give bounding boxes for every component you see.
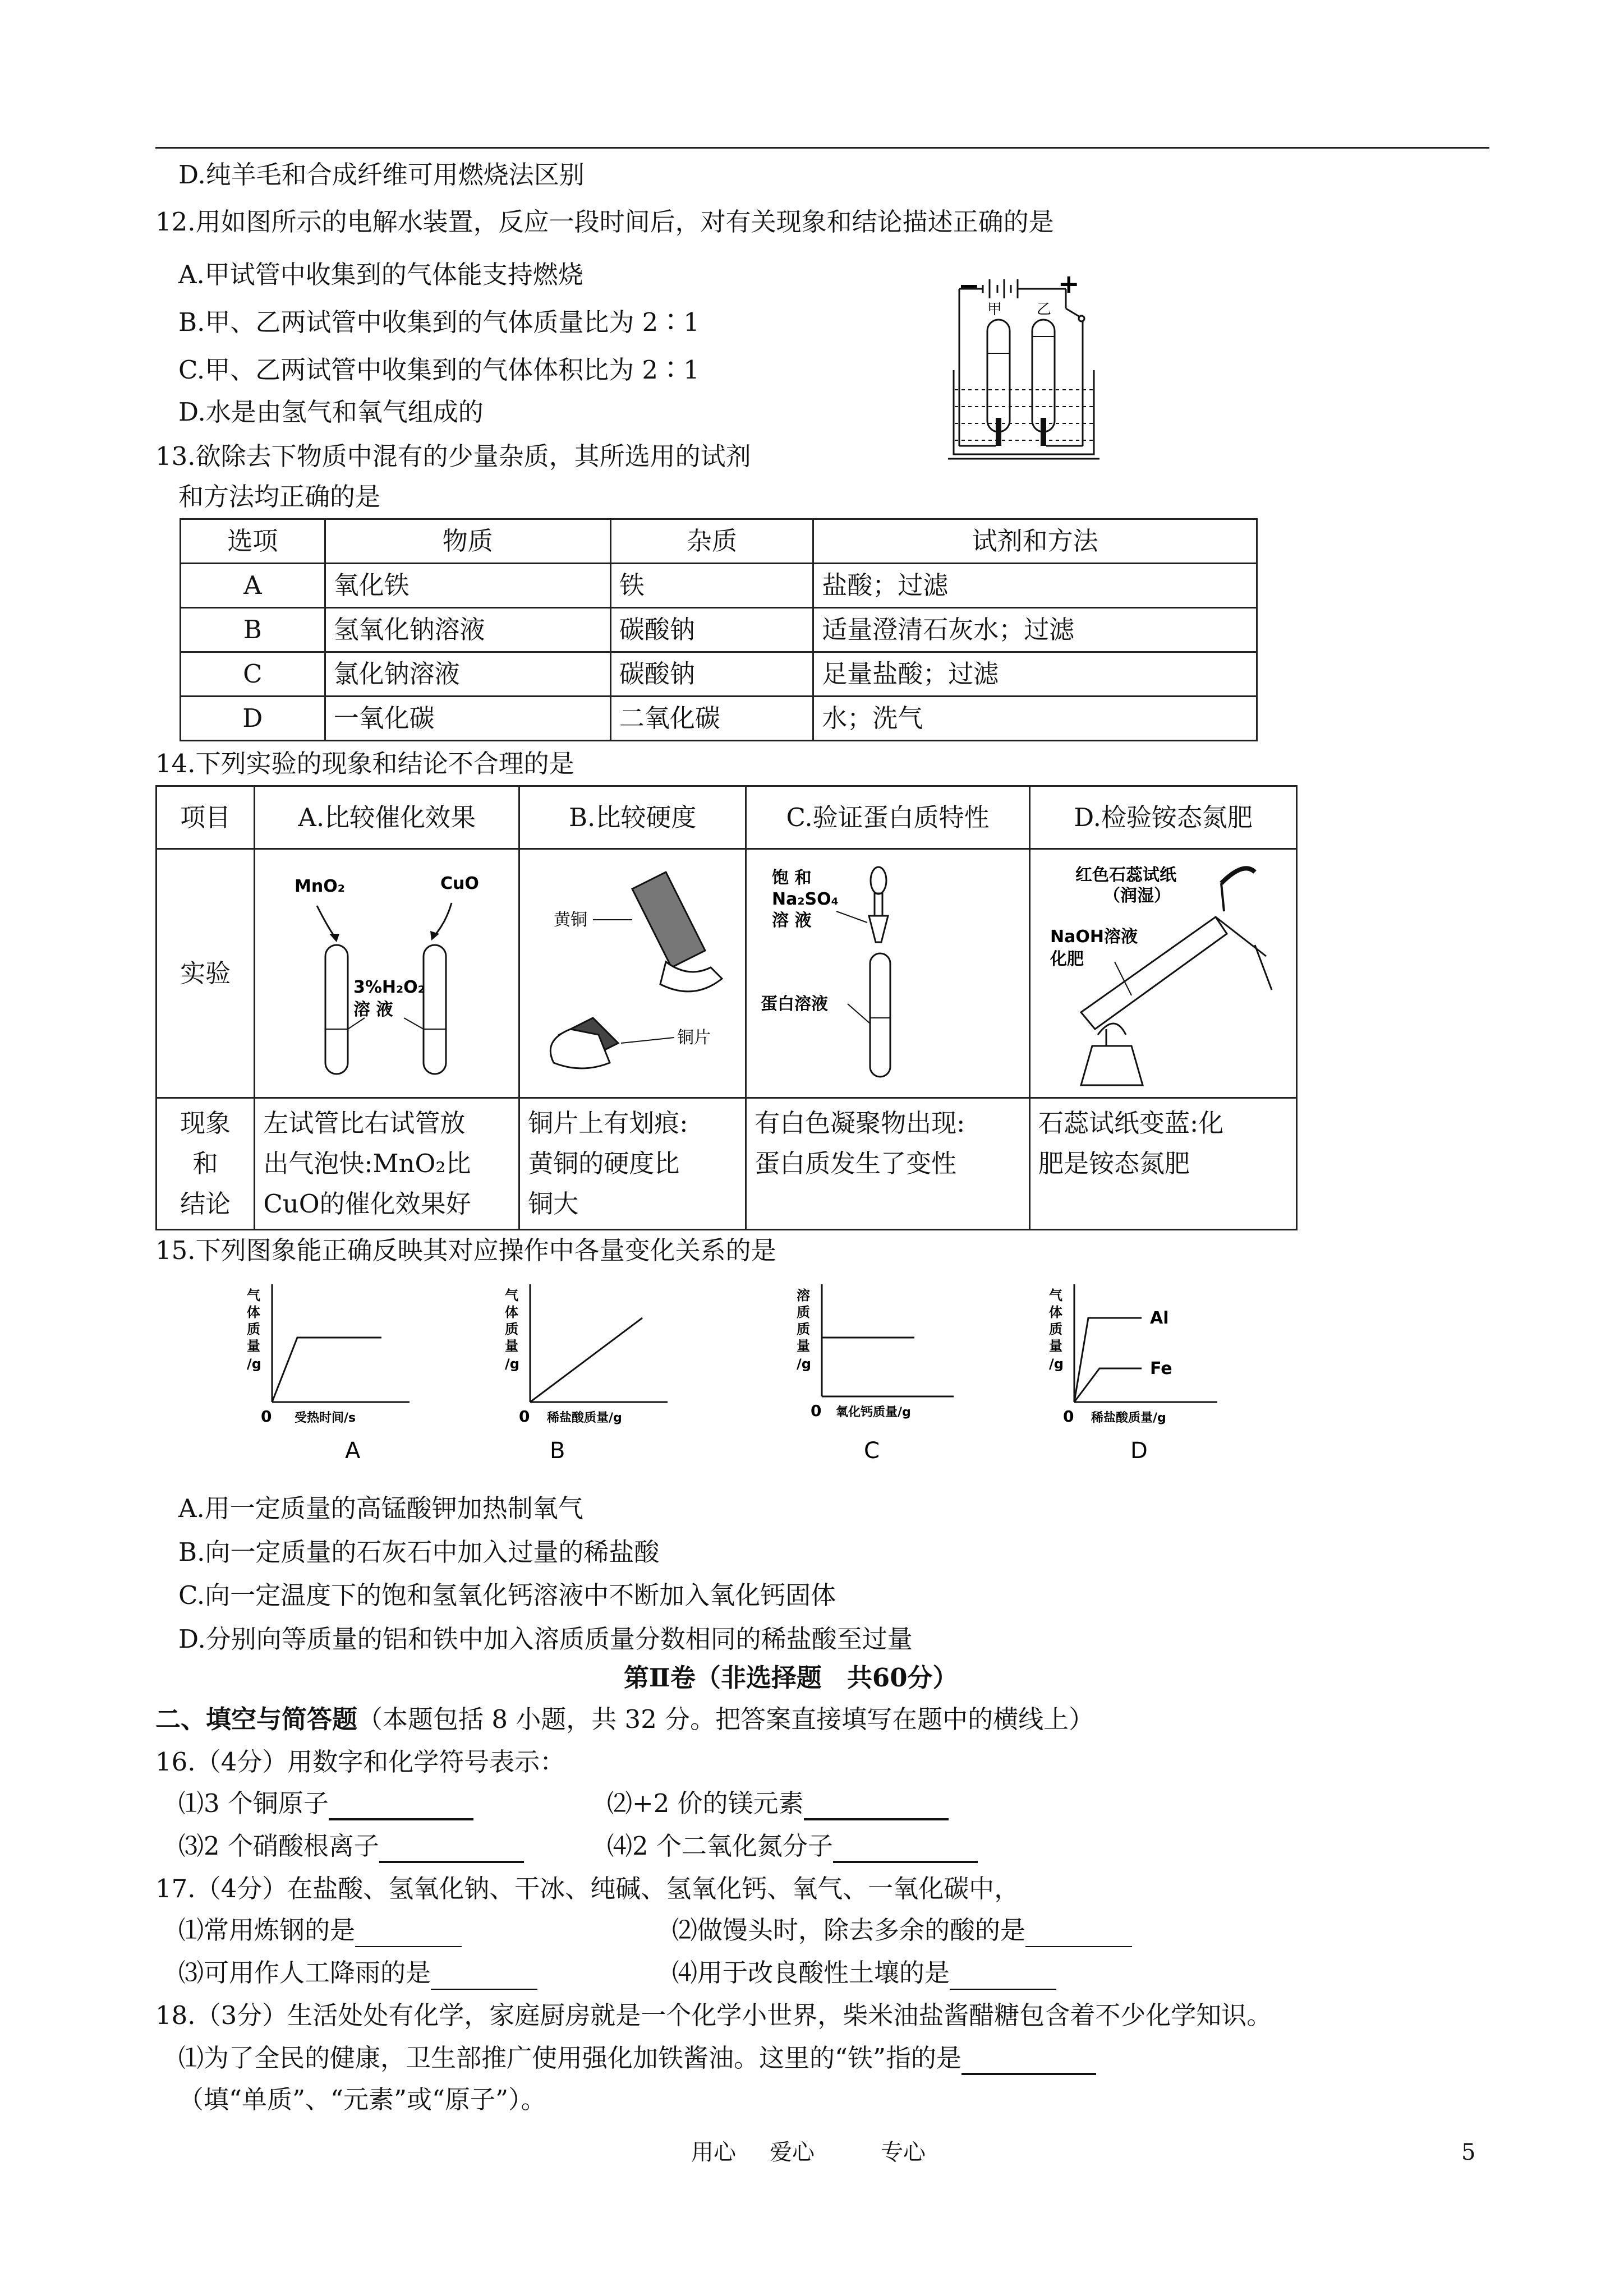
graph-origin: 0 (519, 1407, 530, 1426)
footer-word-2: 爱心 (770, 2140, 815, 2165)
q16-item-1 (178, 1787, 473, 1820)
item-text: ⑵做馒头时，除去多余的酸的是 (672, 1915, 1026, 1945)
graph-ylabel: /g (797, 1356, 811, 1372)
conclusion-line: 有白色凝聚物出现: (755, 1108, 965, 1138)
fig-d-naoh-label: NaOH溶液 (1050, 927, 1138, 947)
battery-plus-label: + (1058, 269, 1080, 299)
table-row (181, 652, 1257, 697)
graph-ylabel: 质 (1049, 1321, 1062, 1337)
q16-stem: 16.（4分）用数字和化学符号表示： (155, 1747, 565, 1777)
table-cell: 盐酸；过滤 (813, 564, 1257, 608)
table-cell: 氢氧化钠溶液 (325, 608, 610, 652)
hardness-scratch-figure (520, 850, 743, 1089)
graph-ylabel: 质 (247, 1321, 260, 1337)
graph-ylabel: 体 (247, 1304, 260, 1320)
q14-fig-b-cell (519, 849, 746, 1098)
answer-blank[interactable] (431, 1963, 537, 1990)
q13-table (180, 518, 1258, 741)
tube-yi-label: 乙 (1037, 301, 1052, 318)
item-text: ⑴为了全民的健康，卫生部推广使用强化加铁酱油。这里的“铁”指的是 (178, 2043, 962, 2073)
q15-graph-c (780, 1284, 970, 1469)
item-text: ⑴常用炼钢的是 (178, 1915, 356, 1945)
label-line: 现象 (180, 1108, 231, 1138)
graph-ylabel: 质 (797, 1304, 810, 1320)
graph-ylabel: 体 (1049, 1304, 1062, 1320)
q13-header-substance: 物质 (325, 519, 610, 564)
table-cell: 碳酸钠 (610, 652, 813, 697)
graph-letter: D (1130, 1438, 1148, 1464)
item-text: ⑷2 个二氧化氮分子 (607, 1831, 833, 1861)
q12-option-d: D.水是由氢气和氧气组成的 (178, 397, 484, 427)
graph-letter: A (345, 1438, 361, 1464)
q18-item-1 (178, 2041, 1096, 2075)
fig-c-saturated-label: 饱 和 (772, 868, 812, 888)
graph-ylabel: 量 (247, 1338, 260, 1354)
table-row (181, 697, 1257, 741)
table-cell: B (181, 608, 325, 652)
conclusion-line: 蛋白质发生了变性 (755, 1149, 957, 1178)
q14-stem: 14.下列实验的现象和结论不合理的是 (155, 749, 574, 778)
q13-header-impurity: 杂质 (610, 519, 813, 564)
graph-ylabel: 质 (505, 1321, 518, 1337)
graph-xlabel: 稀盐酸质量/g (1091, 1411, 1166, 1425)
conclusion-line: 左试管比右试管放 (263, 1108, 466, 1138)
ammonium-test-figure (1030, 850, 1294, 1089)
table-cell: 氧化铁 (325, 564, 610, 608)
fig-b-copper-label: 铜片 (677, 1028, 711, 1048)
q15-graph-b (494, 1284, 684, 1469)
table-row (181, 564, 1257, 608)
q17-item-4 (672, 1956, 1056, 1990)
label-line: 和 (192, 1149, 218, 1178)
q16-item-2 (607, 1787, 949, 1820)
q14-conclusion-c (746, 1098, 1030, 1230)
graph-letter: B (550, 1438, 565, 1464)
part2-title: 第Ⅱ卷（非选择题 共60分） (624, 1663, 958, 1693)
graph-ylabel: /g (247, 1356, 261, 1372)
footer-word-1: 用心 (691, 2140, 736, 2165)
item-text: ⑶2 个硝酸根离子 (178, 1831, 379, 1861)
q14-header-item: 项目 (157, 786, 255, 849)
q14-conclusion-b (519, 1098, 746, 1230)
graph-xlabel: 受热时间/s (295, 1411, 356, 1425)
graph-ylabel: 质 (797, 1321, 810, 1337)
fig-a-mno2-label: MnO₂ (295, 877, 346, 896)
fig-a-h2o2-label: 3%H₂O₂ (353, 978, 426, 997)
answer-blank[interactable] (1025, 1920, 1132, 1947)
fig-c-na2so4-label: Na₂SO₄ (772, 889, 839, 909)
conclusion-line: CuO的催化效果好 (263, 1189, 471, 1219)
q14-conclusion-d (1030, 1098, 1297, 1230)
q13-header-method: 试剂和方法 (813, 519, 1257, 564)
q17-item-3 (178, 1956, 537, 1990)
q12-option-c: C.甲、乙两试管中收集到的气体体积比为 2∶1 (178, 355, 700, 385)
table-cell: 氯化钠溶液 (325, 652, 610, 697)
answer-blank[interactable] (379, 1833, 524, 1863)
fig-a-solution-label: 溶 液 (353, 1000, 393, 1020)
table-cell: C (181, 652, 325, 697)
protein-test-figure (747, 850, 1027, 1089)
table-cell: D (181, 697, 325, 741)
graph-series-al: Al (1150, 1308, 1169, 1328)
q14-header-a: A.比较催化效果 (255, 786, 519, 849)
graph-ylabel: 气 (247, 1288, 260, 1303)
tube-jia-label: 甲 (987, 301, 1002, 318)
conclusion-line: 石蕊试纸变蓝:化 (1038, 1108, 1224, 1138)
table-cell: 铁 (610, 564, 813, 608)
graph-ylabel: 气 (505, 1288, 518, 1303)
table-cell: 二氧化碳 (610, 697, 813, 741)
fig-c-solution-label: 溶 液 (772, 911, 812, 930)
q15-stem: 15.下列图象能正确反映其对应操作中各量变化关系的是 (155, 1235, 776, 1265)
table-cell: 足量盐酸；过滤 (813, 652, 1257, 697)
q15-option-b: B.向一定质量的石灰石中加入过量的稀盐酸 (178, 1537, 660, 1567)
graph-series-fe: Fe (1150, 1359, 1172, 1378)
table-cell: 一氧化碳 (325, 697, 610, 741)
table-cell: 水；洗气 (813, 697, 1257, 741)
conclusion-line: 铜片上有划痕: (528, 1108, 688, 1138)
graph-letter: C (864, 1438, 880, 1464)
conclusion-line: 黄铜的硬度比 (528, 1149, 680, 1178)
answer-blank[interactable] (833, 1833, 978, 1863)
q14-row-conclusion-label (157, 1098, 255, 1230)
item-text: ⑴3 个铜原子 (178, 1788, 329, 1818)
graph-ylabel: 溶 (797, 1288, 810, 1303)
conclusion-line: 肥是铵态氮肥 (1038, 1149, 1190, 1178)
graph-ylabel: 气 (1049, 1288, 1062, 1303)
q13-header-option: 选项 (181, 519, 325, 564)
header-rule (155, 147, 1489, 149)
section2-heading (155, 1703, 1094, 1736)
answer-blank[interactable] (329, 1790, 473, 1820)
item-text: ⑶可用作人工降雨的是 (178, 1958, 431, 1988)
graph-origin: 0 (1063, 1407, 1074, 1426)
q14-conclusion-a (255, 1098, 519, 1230)
fig-d-fertilizer-label: 化肥 (1050, 949, 1084, 969)
q12-option-b: B.甲、乙两试管中收集到的气体质量比为 2∶1 (178, 307, 700, 337)
q15-option-a: A.用一定质量的高锰酸钾加热制氧气 (178, 1493, 583, 1523)
conclusion-line: 出气泡快:MnO₂比 (263, 1149, 471, 1178)
q12-stem: 12.用如图所示的电解水装置，反应一段时间后，对有关现象和结论描述正确的是 (155, 207, 1054, 237)
q17-item-1 (178, 1914, 462, 1947)
table-row (181, 608, 1257, 652)
graph-origin: 0 (261, 1407, 272, 1426)
answer-blank[interactable] (950, 1963, 1056, 1990)
q15-option-c: C.向一定温度下的饱和氢氧化钙溶液中不断加入氧化钙固体 (178, 1580, 836, 1610)
conclusion-line: 铜大 (528, 1189, 579, 1219)
table-cell: 碳酸钠 (610, 608, 813, 652)
fig-d-moist-label: （润湿） (1103, 886, 1171, 906)
q13-stem-line1: 13.欲除去下物质中混有的少量杂质，其所选用的试剂 (155, 441, 751, 471)
table-cell: A (181, 564, 325, 608)
q17-stem: 17.（4分）在盐酸、氢氧化钠、干冰、纯碱、氢氧化钙、氧气、一氧化碳中， (155, 1874, 1020, 1903)
q14-fig-c-cell (746, 849, 1030, 1098)
answer-blank[interactable] (804, 1790, 949, 1820)
fig-d-litmus-label: 红色石蕊试纸 (1075, 865, 1177, 885)
q18-stem: 18.（3分）生活处处有化学，家庭厨房就是一个化学小世界，柴米油盐酱醋糖包含着不少化学知识。 (155, 2000, 1272, 2030)
item-text: ⑷用于改良酸性土壤的是 (672, 1958, 950, 1988)
section2-title: 二、填空与简答题 (155, 1704, 358, 1734)
graph-ylabel: /g (505, 1356, 519, 1372)
q13-stem-line2: 和方法均正确的是 (178, 482, 381, 511)
graph-ylabel: 量 (1049, 1338, 1062, 1354)
graph-ylabel: /g (1049, 1356, 1064, 1372)
graph-xlabel: 氧化钙质量/g (836, 1405, 911, 1419)
q16-item-4 (607, 1829, 978, 1863)
label-line: 结论 (180, 1189, 231, 1219)
graph-origin: 0 (811, 1401, 822, 1420)
electrolysis-apparatus-figure (948, 269, 1128, 471)
section2-note: （本题包括 8 小题，共 32 分。把答案直接填写在题中的横线上） (357, 1704, 1094, 1734)
q14-fig-a-cell (255, 849, 519, 1098)
item-text: ⑵+2 价的镁元素 (607, 1788, 804, 1818)
battery-minus-label: − (958, 270, 980, 301)
q15-option-d: D.分别向等质量的铝和铁中加入溶质质量分数相同的稀盐酸至过量 (178, 1624, 913, 1654)
fig-c-protein-label: 蛋白溶液 (761, 994, 829, 1014)
page-number: 5 (1461, 2140, 1476, 2165)
q14-header-b: B.比较硬度 (519, 786, 746, 849)
graph-ylabel: 量 (797, 1338, 810, 1354)
q15-graph-d (1038, 1284, 1240, 1469)
q14-table (155, 785, 1298, 1230)
fig-b-brass-label: 黄铜 (554, 910, 588, 930)
q14-row-experiment-label: 实验 (157, 849, 255, 1098)
q12-option-a: A.甲试管中收集到的气体能支持燃烧 (178, 260, 583, 289)
footer-word-3: 专心 (881, 2140, 926, 2165)
q14-fig-d-cell (1030, 849, 1297, 1098)
table-cell: 适量澄清石灰水；过滤 (813, 608, 1257, 652)
catalyst-test-tubes-figure (255, 850, 517, 1089)
answer-blank[interactable] (355, 1920, 462, 1947)
q11-option-d: D.纯羊毛和合成纤维可用燃烧法区别 (178, 160, 585, 190)
graph-ylabel: 量 (505, 1338, 518, 1354)
q14-header-d: D.检验铵态氮肥 (1030, 786, 1297, 849)
q14-header-c: C.验证蛋白质特性 (746, 786, 1030, 849)
q16-item-3 (178, 1829, 524, 1863)
answer-blank[interactable] (961, 2045, 1096, 2075)
graph-ylabel: 体 (505, 1304, 518, 1320)
q17-item-2 (672, 1914, 1132, 1947)
q18-item-1-note: （填“单质”、“元素”或“原子”）。 (178, 2085, 546, 2114)
fig-a-cuo-label: CuO (440, 874, 480, 893)
q15-graph-a (236, 1284, 426, 1469)
graph-xlabel: 稀盐酸质量/g (547, 1411, 622, 1425)
